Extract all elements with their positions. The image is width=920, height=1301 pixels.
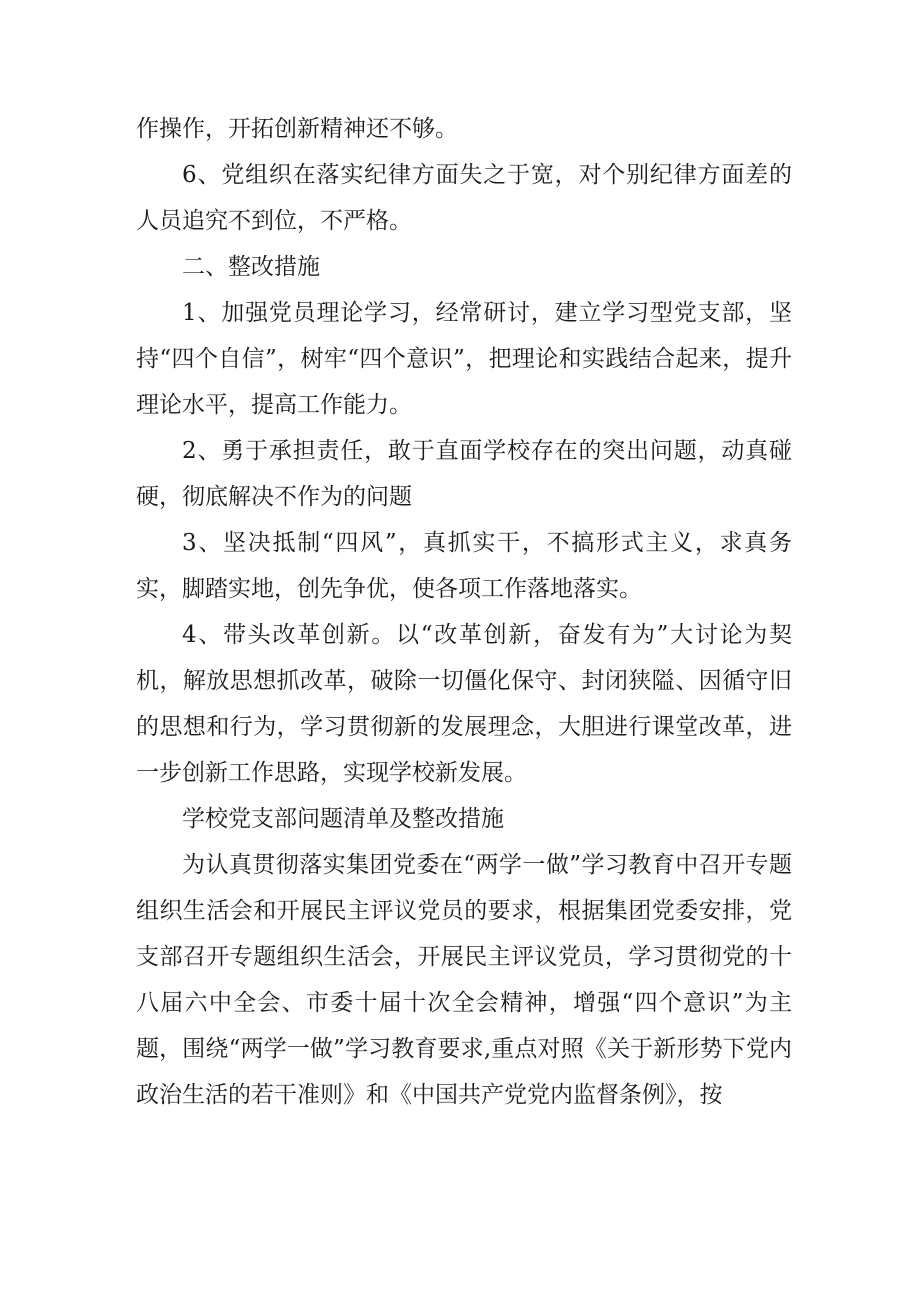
document-subtitle: 学校党支部问题清单及整改措施	[182, 806, 504, 832]
paragraph-measure-4: 4、带头改革创新。以“改革创新，奋发有为”大讨论为契机，解放思想抓改革，破除一切僵化保守、封闭狭隘、因循守旧的思想和行为，学习贯彻新的发展理念，大胆进行课堂改革，进一步创新工作思路，实现学校新发展。	[136, 622, 792, 786]
paragraph-intro: 为认真贯彻落实集团党委在“两学一做”学习教育中召开专题组织生活会和开展民主评议党员的要求，根据集团党委安排，党支部召开专题组织生活会，开展民主评议党员，学习贯彻党的十八届六中全会、市委十届十次全会精神，增强“四个意识”为主题，围绕“两学一做”学习教育要求,重点对照《关于新形势下党内政治生活的若干准则》和《中国共产党党内监督条例》，按	[136, 852, 792, 1108]
paragraph-measure-2: 2、勇于承担责任，敢于直面学校存在的突出问题，动真碰硬，彻底解决不作为的问题	[136, 438, 792, 510]
document-body	[136, 106, 792, 1118]
paragraph-measure-1: 1、加强党员理论学习，经常研讨，建立学习型党支部，坚持“四个自信”，树牢“四个意识”，把理论和实践结合起来，提升理论水平，提高工作能力。	[136, 300, 792, 418]
section-heading-rectification: 二、整改措施	[182, 254, 320, 280]
paragraph-continued: 作操作，开拓创新精神还不够。	[136, 116, 458, 142]
paragraph-item-6: 6、党组织在落实纪律方面失之于宽，对个别纪律方面差的人员追究不到位，不严格。	[136, 162, 792, 234]
paragraph-measure-3: 3、坚决抵制“四风”，真抓实干，不搞形式主义，求真务实，脚踏实地，创先争优，使各项工作落地落实。	[136, 530, 792, 602]
